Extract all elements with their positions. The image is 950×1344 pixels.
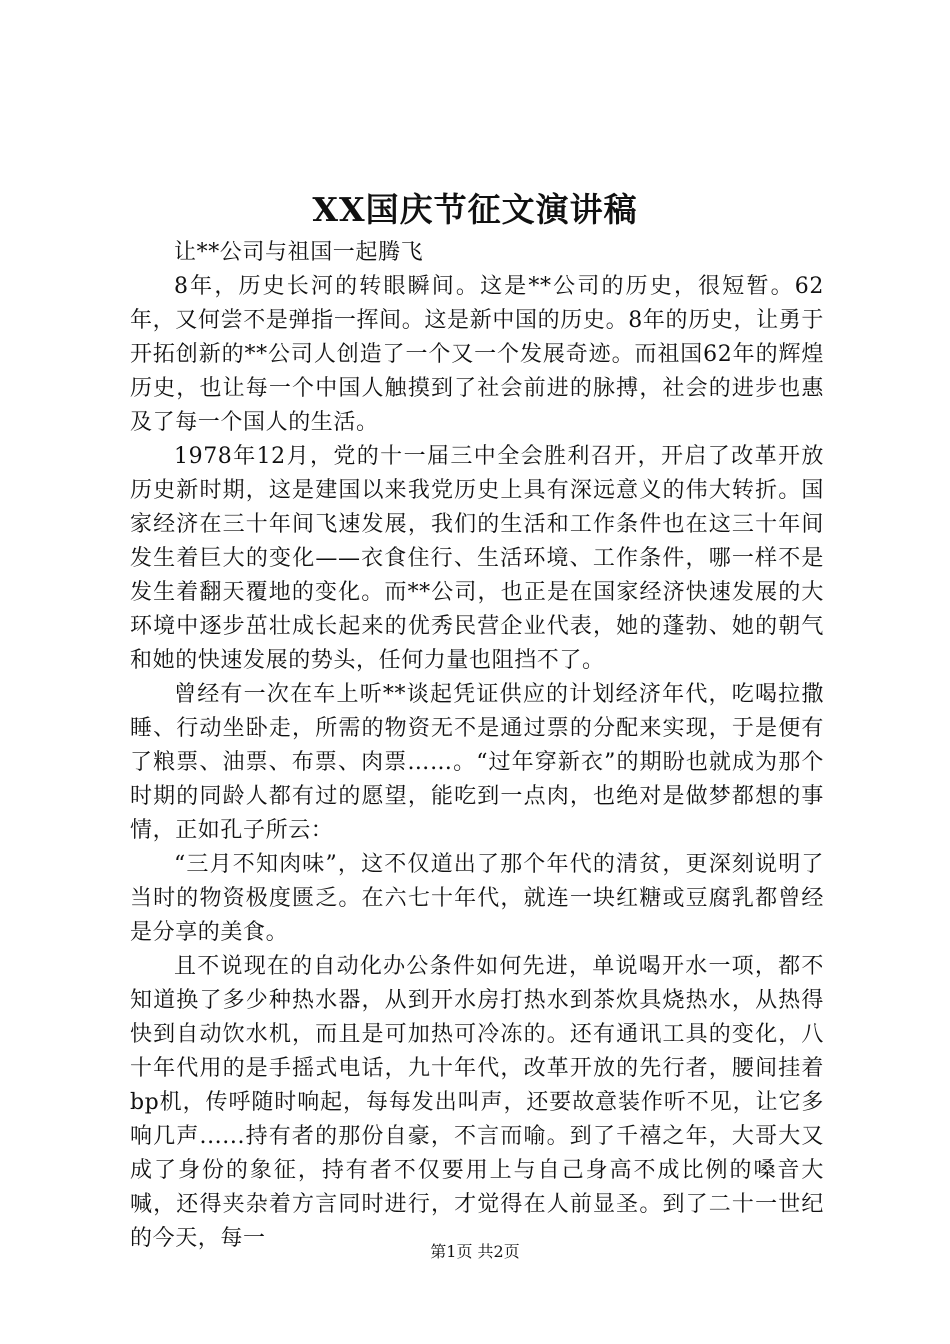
paragraph: 曾经有一次在车上听**谈起凭证供应的计划经济年代，吃喝拉撒睡、行动坐卧走，所需的物资无不是通过票的分配来实现，于是便有了粮票、油票、布票、肉票……。“过年穿新衣”的期盼也就成为那个时期的同龄人都有过的愿望，能吃到一点肉，也绝对是做梦都想的事情，正如孔子所云： [130, 682, 824, 843]
page-number-footer: 第1页 共2页 [430, 1242, 520, 1261]
paragraph: 1978年12月，党的十一届三中全会胜利召开，开启了改革开放历史新时期，这是建国以来我党历史上具有深远意义的伟大转折。国家经济在三十年间飞速发展，我们的生活和工作条件也在这三十年间发生着巨大的变化——衣食住行、生活环境、工作条件，哪一样不是发生着翻天覆地的变化。而**公司，也正是在国家经济快速发展的大环境中逐步茁壮成长起来的优秀民营企业代表，她的蓬勃、她的朝气和她的快速发展的势头，任何力量也阻挡不了。 [130, 444, 824, 673]
document-title: XX国庆节征文演讲稿 [312, 190, 638, 229]
paragraph-subtitle: 让**公司与祖国一起腾飞 [174, 240, 424, 265]
paragraph: 8年，历史长河的转眼瞬间。这是**公司的历史，很短暂。62年，又何尝不是弹指一挥间。这是新中国的历史。8年的历史，让勇于开拓创新的**公司人创造了一个又一个发展奇迹。而祖国62年的辉煌历史，也让每一个中国人触摸到了社会前进的脉搏，社会的进步也惠及了每一个国人的生活。 [130, 274, 824, 435]
paragraph: “三月不知肉味”，这不仅道出了那个年代的清贫，更深刻说明了当时的物资极度匮乏。在六七十年代，就连一块红糖或豆腐乳都曾经是分享的美食。 [130, 852, 824, 945]
paragraph: 且不说现在的自动化办公条件如何先进，单说喝开水一项，都不知道换了多少种热水器，从到开水房打热水到茶炊具烧热水，从热得快到自动饮水机，而且是可加热可冷冻的。还有通讯工具的变化，八十年代用的是手摇式电话，九十年代，改革开放的先行者，腰间挂着bp机，传呼随时响起，每每发出叫声，还要故意装作听不见，让它多响几声......持有者的那份自豪，不言而喻。到了千禧之年，大哥大又成了身份的象征，持有者不仅要用上与自己身高不成比例的嗓音大喊，还得夹杂着方言同时进行，才觉得在人前显圣。到了二十一世纪的今天，每一 [130, 954, 824, 1251]
document-body [130, 236, 824, 1256]
